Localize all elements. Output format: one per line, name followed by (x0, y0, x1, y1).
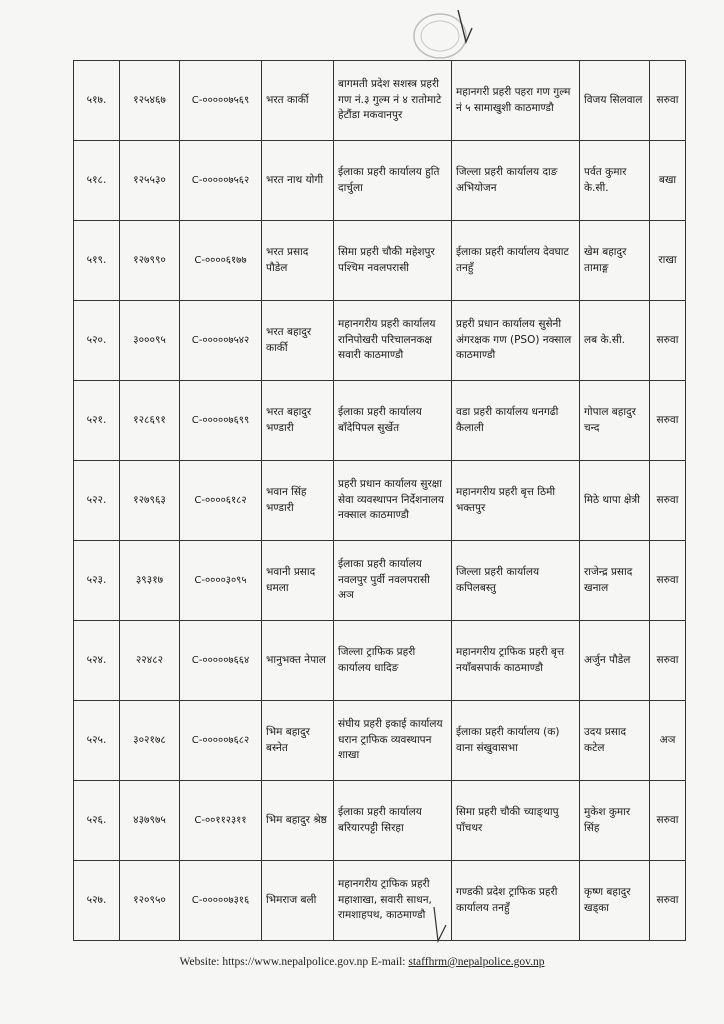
record-code-cell: C-०००००७५६९ (180, 61, 262, 141)
table-row (74, 781, 686, 861)
officer-name-cell: भिमराज बली (262, 861, 334, 941)
action-cell: सरुवा (650, 541, 686, 621)
replacement-cell: राजेन्द्र प्रसाद खनाल (580, 541, 650, 621)
personnel-id-cell: १२०९५० (120, 861, 180, 941)
replacement-cell: पर्वत कुमार के.सी. (580, 141, 650, 221)
personnel-id-cell: ३०२१७८ (120, 701, 180, 781)
record-code-cell: C-००००६१७७ (180, 221, 262, 301)
table-row (74, 381, 686, 461)
from-office-cell: बागमती प्रदेश सशस्त्र प्रहरी गण नं.३ गुल्म नं ४ रातोमाटे हेटौंडा मकवानपुर (334, 61, 452, 141)
replacement-cell: गोपाल बहादुर चन्द (580, 381, 650, 461)
replacement-cell: मुकेश कुमार सिंह (580, 781, 650, 861)
from-office-cell: ईलाका प्रहरी कार्यालय बाँदेपिपल सुर्खेत (334, 381, 452, 461)
footer-email-link[interactable]: staffhrm@nepalpolice.gov.np (408, 956, 545, 968)
officer-name-cell: भवानी प्रसाद धमला (262, 541, 334, 621)
table-row (74, 461, 686, 541)
personnel-id-cell: ३९३१७ (120, 541, 180, 621)
action-cell: सरुवा (650, 61, 686, 141)
table-row (74, 141, 686, 221)
record-code-cell: C-०००००७५४२ (180, 301, 262, 381)
serial-number-cell: ५२१. (74, 381, 120, 461)
from-office-cell: ईलाका प्रहरी कार्यालय हुति दार्चुला (334, 141, 452, 221)
action-cell: सरुवा (650, 621, 686, 701)
from-office-cell: प्रहरी प्रधान कार्यालय सुरक्षा सेवा व्यवस्थापन निर्देशनालय नक्साल काठमाण्डौ (334, 461, 452, 541)
record-code-cell: C-०००००७६६४ (180, 621, 262, 701)
officer-name-cell: भिम बहादुर बस्नेत (262, 701, 334, 781)
personnel-id-cell: ४३७९७५ (120, 781, 180, 861)
action-cell: राखा (650, 221, 686, 301)
to-office-cell: सिमा प्रहरी चौकी च्याङ्थापु पाँचथर (452, 781, 580, 861)
table-row (74, 701, 686, 781)
table-row (74, 61, 686, 141)
from-office-cell: संघीय प्रहरी इकाई कार्यालय धरान ट्राफिक व्यवस्थापन शाखा (334, 701, 452, 781)
to-office-cell: जिल्ला प्रहरी कार्यालय कपिलबस्तु (452, 541, 580, 621)
personnel-id-cell: १२८६९१ (120, 381, 180, 461)
serial-number-cell: ५१८. (74, 141, 120, 221)
from-office-cell: ईलाका प्रहरी कार्यालय बरियारपट्टी सिरहा (334, 781, 452, 861)
table-row (74, 621, 686, 701)
serial-number-cell: ५२३. (74, 541, 120, 621)
to-office-cell: महानगरीय ट्राफिक प्रहरी बृत्त नयाँबसपार्क काठमाण्डौ (452, 621, 580, 701)
record-code-cell: C-००११२३११ (180, 781, 262, 861)
personnel-id-cell: ३०००९५ (120, 301, 180, 381)
to-office-cell: वडा प्रहरी कार्यालय धनगढी कैलाली (452, 381, 580, 461)
footer-website: Website: https://www.nepalpolice.gov.np E-mail: (179, 956, 409, 968)
officer-name-cell: भवान सिंह भण्डारी (262, 461, 334, 541)
action-cell: सरुवा (650, 301, 686, 381)
serial-number-cell: ५२५. (74, 701, 120, 781)
record-code-cell: C-०००००७६८२ (180, 701, 262, 781)
action-cell: बखा (650, 141, 686, 221)
officer-name-cell: भरत कार्की (262, 61, 334, 141)
action-cell: अञ (650, 701, 686, 781)
to-office-cell: प्रहरी प्रधान कार्यालय सुसेनी अंगरक्षक गण (PSO) नक्साल काठमाण्डौ (452, 301, 580, 381)
officer-name-cell: भरत बहादुर कार्की (262, 301, 334, 381)
replacement-cell: मिठे थापा क्षेत्री (580, 461, 650, 541)
to-office-cell: जिल्ला प्रहरी कार्यालय दाङ अभियोजन (452, 141, 580, 221)
transfer-table (73, 60, 686, 941)
to-office-cell: ईलाका प्रहरी कार्यालय (क) वाना संखुवासभा (452, 701, 580, 781)
replacement-cell: विजय सिलवाल (580, 61, 650, 141)
serial-number-cell: ५२०. (74, 301, 120, 381)
from-office-cell: सिमा प्रहरी चौकी महेशपुर पश्चिम नवलपरासी (334, 221, 452, 301)
officer-name-cell: भिम बहादुर श्रेष्ठ (262, 781, 334, 861)
officer-name-cell: भानुभक्त नेपाल (262, 621, 334, 701)
replacement-cell: कृष्ण बहादुर खड्का (580, 861, 650, 941)
replacement-cell: लब के.सी. (580, 301, 650, 381)
replacement-cell: खेम बहादुर तामाङ्ग (580, 221, 650, 301)
to-office-cell: महानगरीय प्रहरी बृत्त ठिमी भक्तपुर (452, 461, 580, 541)
record-code-cell: C-००००३०९५ (180, 541, 262, 621)
personnel-id-cell: १२७९९० (120, 221, 180, 301)
action-cell: सरुवा (650, 861, 686, 941)
record-code-cell: C-०००००७६९९ (180, 381, 262, 461)
from-office-cell: महानगरीय ट्राफिक प्रहरी महाशाखा, सवारी साधन, रामशाहपथ, काठमाण्डौ (334, 861, 452, 941)
action-cell: सरुवा (650, 461, 686, 541)
personnel-id-cell: १२५४६७ (120, 61, 180, 141)
personnel-id-cell: २२४८२ (120, 621, 180, 701)
personnel-id-cell: १२७९६३ (120, 461, 180, 541)
from-office-cell: जिल्ला ट्राफिक प्रहरी कार्यालय धादिङ (334, 621, 452, 701)
personnel-id-cell: १२५५३० (120, 141, 180, 221)
action-cell: सरुवा (650, 781, 686, 861)
officer-name-cell: भरत प्रसाद पौडेल (262, 221, 334, 301)
record-code-cell: C-०००००७५६२ (180, 141, 262, 221)
officer-name-cell: भरत बहादुर भण्डारी (262, 381, 334, 461)
to-office-cell: महानगरी प्रहरी पहरा गण गुल्म नं ५ सामाखुशी काठमाण्डौ (452, 61, 580, 141)
serial-number-cell: ५२६. (74, 781, 120, 861)
table-row (74, 221, 686, 301)
serial-number-cell: ५२४. (74, 621, 120, 701)
from-office-cell: महानगरीय प्रहरी कार्यालय रानिपोखरी परिचालनकक्ष सवारी काठमाण्डौ (334, 301, 452, 381)
serial-number-cell: ५२७. (74, 861, 120, 941)
office-stamp-icon (410, 6, 480, 66)
page-footer (0, 956, 724, 968)
to-office-cell: गण्डकी प्रदेश ट्राफिक प्रहरी कार्यालय तनहुँ (452, 861, 580, 941)
table-row (74, 541, 686, 621)
serial-number-cell: ५१९. (74, 221, 120, 301)
table-row (74, 861, 686, 941)
officer-name-cell: भरत नाथ योगी (262, 141, 334, 221)
serial-number-cell: ५१७. (74, 61, 120, 141)
record-code-cell: C-०००००७३१६ (180, 861, 262, 941)
action-cell: सरुवा (650, 381, 686, 461)
replacement-cell: उदय प्रसाद कटेल (580, 701, 650, 781)
replacement-cell: अर्जुन पौडेल (580, 621, 650, 701)
to-office-cell: ईलाका प्रहरी कार्यालय देवघाट तनहुँ (452, 221, 580, 301)
serial-number-cell: ५२२. (74, 461, 120, 541)
signature-mark-icon (430, 905, 450, 945)
from-office-cell: ईलाका प्रहरी कार्यालय नवलपुर पुर्वी नवलपरासी अञ (334, 541, 452, 621)
table-row (74, 301, 686, 381)
record-code-cell: C-००००६१८२ (180, 461, 262, 541)
table-body (74, 61, 686, 941)
